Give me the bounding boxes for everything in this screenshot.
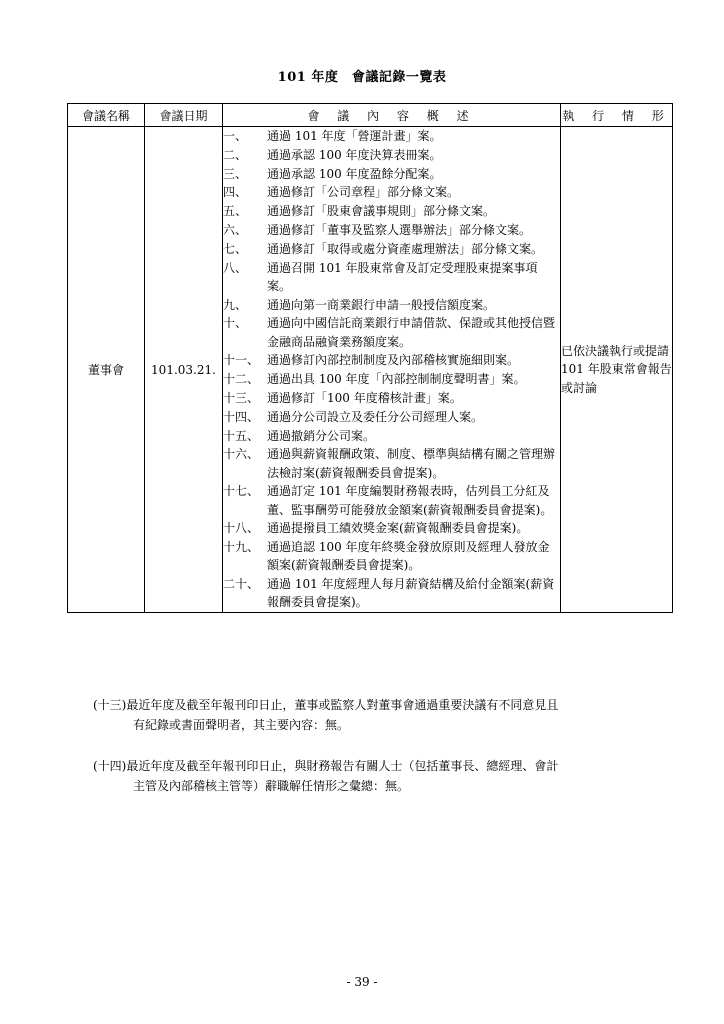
header-execution-status: 執 行 情 形 bbox=[561, 104, 673, 127]
resolution-text: 通過撤銷分公司案。 bbox=[267, 428, 376, 443]
resolution-number: 五、 bbox=[223, 204, 248, 219]
resolution-number: 四、 bbox=[223, 185, 248, 200]
resolution-item bbox=[223, 445, 560, 481]
resolution-text: 通過修訂「取得或處分資產處理辦法」部分條文案。 bbox=[267, 241, 544, 256]
resolution-item bbox=[223, 370, 560, 388]
resolution-number: 十三、 bbox=[223, 390, 260, 405]
resolution-text: 通過提撥員工績效獎金案(薪資報酬委員會提案)。 bbox=[267, 521, 529, 536]
resolution-text: 通過向中國信託商業銀行申請借款、保證或其他授信暨金融商品融資業務額度案。 bbox=[267, 316, 556, 349]
resolution-number: 十五、 bbox=[223, 428, 260, 443]
resolution-text: 通過修訂「股東會議事規則」部分條文案。 bbox=[267, 204, 496, 219]
resolution-text: 通過承認 100 年度決算表冊案。 bbox=[267, 147, 442, 162]
table-row bbox=[68, 127, 673, 613]
resolution-item bbox=[223, 127, 560, 145]
resolution-number: 十四、 bbox=[223, 409, 260, 424]
resolution-text: 通過召開 101 年股東常會及訂定受理股東提案事項案。 bbox=[267, 260, 538, 293]
resolution-number: 九、 bbox=[223, 297, 248, 312]
header-content-summary: 會 議 內 容 概 述 bbox=[223, 104, 561, 127]
resolution-number: 十九、 bbox=[223, 540, 260, 555]
page-title: 101 年度 會議記錄一覽表 bbox=[277, 70, 447, 85]
resolution-number: 十八、 bbox=[223, 521, 260, 536]
resolution-item bbox=[223, 482, 560, 518]
content-summary-cell bbox=[223, 127, 561, 613]
header-meeting-name: 會議名稱 bbox=[68, 104, 145, 127]
resolution-number: 二、 bbox=[223, 147, 248, 162]
page-number: - 39 - bbox=[346, 975, 378, 989]
note-14-line-2: 主管及內部稽核主管等）辭職解任情形之彙總：無。 bbox=[133, 779, 410, 793]
resolution-item bbox=[223, 314, 560, 350]
resolution-number: 七、 bbox=[223, 241, 248, 256]
resolution-item bbox=[223, 408, 560, 426]
resolution-text: 通過修訂內部控制制度及內部稽核實施細則案。 bbox=[267, 353, 520, 368]
resolution-number: 十、 bbox=[223, 316, 248, 331]
header-meeting-date: 會議日期 bbox=[145, 104, 223, 127]
meeting-date-cell: 101.03.21. bbox=[145, 127, 223, 613]
execution-status-text: 已依決議執行或提請 101 年股東常會報告或討論 bbox=[561, 343, 672, 395]
resolution-number: 六、 bbox=[223, 222, 248, 237]
resolution-number: 十七、 bbox=[223, 484, 260, 499]
resolution-number: 八、 bbox=[223, 260, 248, 275]
resolution-number: 十二、 bbox=[223, 372, 260, 387]
resolution-item bbox=[223, 259, 560, 295]
note-13-line-1: (十三)最近年度及截至年報刊印日止，董事或監察人對董事會通過重要決議有不同意見且 bbox=[93, 698, 559, 712]
resolution-text: 通過 101 年度經理人每月薪資結構及給付金額案(薪資報酬委員會提案)。 bbox=[267, 577, 555, 610]
resolution-item bbox=[223, 296, 560, 314]
resolution-number: 十一、 bbox=[223, 353, 260, 368]
table-header-row bbox=[68, 104, 673, 127]
resolution-text: 通過 101 年度「營運計畫」案。 bbox=[267, 129, 442, 143]
resolution-item bbox=[223, 389, 560, 407]
resolution-item bbox=[223, 240, 560, 258]
resolution-item bbox=[223, 351, 560, 369]
resolution-text: 通過出具 100 年度「內部控制制度聲明書」案。 bbox=[267, 372, 526, 387]
note-13 bbox=[93, 695, 673, 735]
resolution-item bbox=[223, 146, 560, 164]
resolution-item bbox=[223, 538, 560, 574]
resolution-item bbox=[223, 575, 560, 611]
resolution-number: 一、 bbox=[223, 129, 248, 143]
note-14-line-1: (十四)最近年度及截至年報刊印日止，與財務報告有關人士（包括董事長、總經理、會計 bbox=[93, 759, 559, 773]
resolution-number: 十六、 bbox=[223, 447, 260, 462]
note-14 bbox=[93, 756, 673, 796]
resolution-item bbox=[223, 165, 560, 183]
resolution-item bbox=[223, 519, 560, 537]
resolution-item bbox=[223, 427, 560, 445]
resolution-item bbox=[223, 221, 560, 239]
resolution-text: 通過修訂「100 年度稽核計畫」案。 bbox=[267, 390, 462, 405]
resolution-number: 三、 bbox=[223, 166, 248, 181]
meeting-name-cell: 董事會 bbox=[68, 127, 145, 613]
resolution-text: 通過承認 100 年度盈餘分配案。 bbox=[267, 166, 442, 181]
resolution-text: 通過修訂「公司章程」部分條文案。 bbox=[267, 185, 460, 200]
note-13-line-2: 有紀錄或書面聲明者，其主要內容：無。 bbox=[133, 718, 350, 732]
resolution-item bbox=[223, 183, 560, 201]
resolution-text: 通過訂定 101 年度編製財務報表時，估列員工分紅及董、監事酬勞可能發放金額案(薪資報酬委員會提案)。 bbox=[267, 484, 553, 517]
resolution-number: 二十、 bbox=[223, 577, 260, 592]
resolution-item bbox=[223, 202, 560, 220]
resolution-text: 通過分公司設立及委任分公司經理人案。 bbox=[267, 409, 484, 424]
resolution-text: 通過向第一商業銀行申請一般授信額度案。 bbox=[267, 297, 496, 312]
execution-status-cell bbox=[561, 127, 673, 613]
resolution-text: 通過與薪資報酬政策、制度、標準與結構有關之管理辦法檢討案(薪資報酬委員會提案)。 bbox=[267, 447, 556, 480]
resolution-text: 通過追認 100 年度年終獎金發放原則及經理人發放金額案(薪資報酬委員會提案)。 bbox=[267, 540, 550, 573]
meeting-minutes-table bbox=[67, 103, 673, 613]
resolution-text: 通過修訂「董事及監察人選舉辦法」部分條文案。 bbox=[267, 222, 532, 237]
